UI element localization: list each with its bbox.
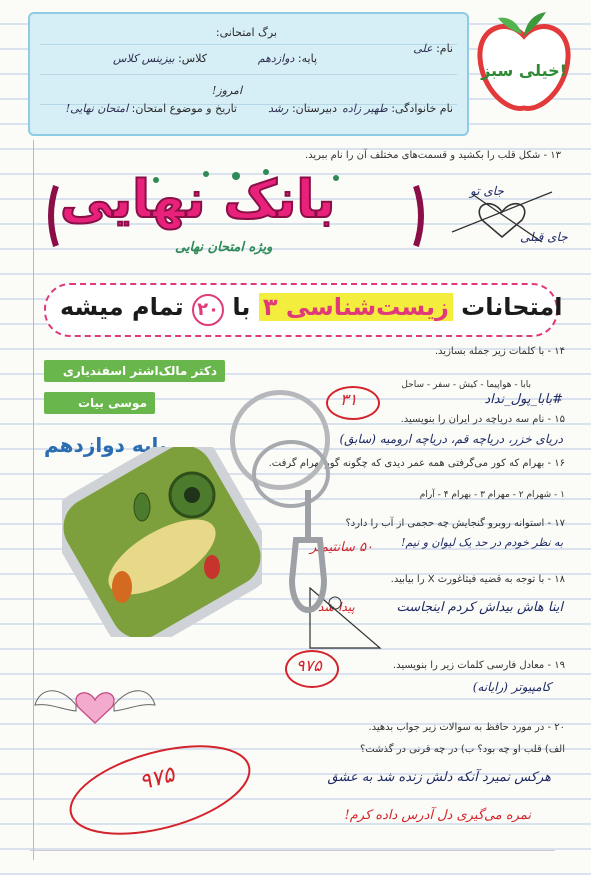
subject-banner-text: امتحانات زیست‌شناسی ۳ با ۲۰ تمام میشه — [60, 293, 562, 326]
brand-apple-logo — [468, 8, 580, 120]
answer-18: اینا هاش بیداش کردم اینجاست — [396, 600, 563, 615]
heart-label-top: جای تو — [470, 184, 504, 198]
grade-banner: پایه دوازدهم — [44, 433, 167, 457]
grade-field: پایه: دوازدهم — [257, 52, 317, 65]
page-subtitle: ویژه امتحان نهایی — [175, 240, 273, 255]
question-19: ۱۹ - معادل فارسی کلمات زیر را بنویسید. — [392, 660, 565, 671]
score-stamp — [60, 745, 260, 835]
heart-label-bottom: جای قبلی — [520, 230, 568, 244]
answer-18-x: پیدا شد — [318, 600, 355, 614]
footer-note: نمره می‌گیری دل آدرس داده کرم! — [344, 808, 531, 823]
family-field: نام خانوادگی: طهیر زاده — [342, 102, 453, 115]
question-16: ۱۶ - بهرام که کور می‌گرفتی همه عمر دیدی که چگونه گور بهرام گرفت. — [268, 458, 565, 469]
name-label: نام: علی — [413, 42, 453, 55]
author-1: دکتر مالک‌اشتر اسفندیاری — [44, 360, 225, 382]
footer-divider — [30, 850, 555, 851]
question-13: ۱۳ - شکل قلب را بکشید و قسمت‌های مختلف آن را نام ببرید. — [304, 150, 561, 161]
date-field: تاریخ و موضوع امتحان: امتحان نهایی! — [65, 102, 237, 115]
question-18: ۱۸ - با توجه به قضیه فیثاغورث X را بیابید. — [390, 574, 565, 585]
answer-17: به نظر خودم در حد یک لیوان و نیم! — [401, 536, 563, 549]
date-value: امروز! — [211, 84, 242, 97]
margin-line — [33, 140, 34, 860]
answer-17-cm: ۵۰ سانتیمتر — [310, 540, 374, 555]
lobster-clasp — [278, 490, 338, 650]
plant-cell-keychain — [62, 447, 262, 637]
author-2: موسی بیات — [44, 392, 155, 414]
question-15: ۱۵ - نام سه دریاچه در ایران را بنویسید. — [400, 414, 565, 425]
question-17: ۱۷ - استوانه روبرو گنجایش چه حجمی از آب را دارد؟ — [345, 518, 565, 529]
exam-info-card — [28, 12, 469, 136]
score-circle-value: ۹۷۵ — [296, 656, 322, 675]
winged-heart-icon — [30, 675, 160, 745]
answer-15: دریای خزر، دریاچه قم، دریاچه ارومیه (سابق) — [339, 432, 563, 446]
answer-19: کامپیوتر (رایانه) — [472, 680, 551, 694]
card-title: برگ امتحانی: — [215, 26, 277, 39]
page-title: بانک نهایی — [60, 170, 336, 230]
score-31: ۳۱ — [340, 390, 358, 409]
logo-text: خیلی سبز! — [481, 61, 567, 80]
question-16-options: ۱ - شهرام ۲ - مهرام ۳ - بهرام ۴ - آرام — [419, 490, 565, 500]
question-20: ۲۰ - در مورد حافظ به سوالات زیر جواب بدهید. — [368, 722, 565, 733]
school-field: دبیرستان: رشد — [268, 102, 337, 115]
score-stamp-value: ۹۷۵ — [136, 762, 178, 796]
question-14-words: بابا - هواپیما - کیش - سفر - ساحل — [401, 380, 531, 390]
answer-14: #بابا_پول_نداد — [484, 392, 563, 407]
class-field: کلاس: بیزینس کلاس — [112, 52, 207, 65]
question-20-parts: الف) قلب او چه بود؟ ب) در چه قرنی در گذشت؟ — [360, 744, 565, 755]
answer-20: هرکس نمیرد آنکه دلش زنده شد به عشق — [327, 770, 551, 785]
question-14: ۱۴ - با کلمات زیر جمله بسازید. — [434, 346, 565, 357]
